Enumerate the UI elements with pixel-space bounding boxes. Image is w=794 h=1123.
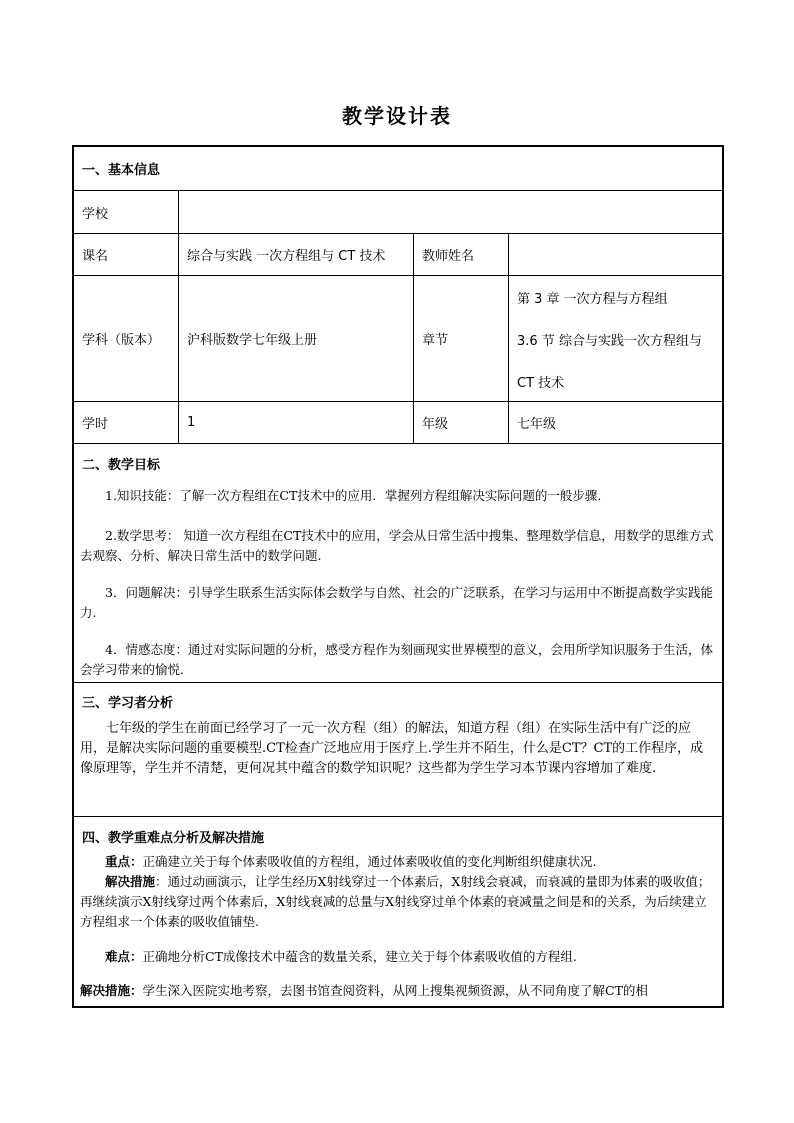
focus-para — [80, 852, 716, 872]
row-subject — [74, 276, 722, 402]
hours-label: 学时 — [82, 417, 109, 432]
difficulty-para — [80, 947, 716, 967]
measure-para — [80, 872, 716, 932]
focus-label: 重点： — [105, 854, 143, 869]
row-course — [74, 234, 722, 276]
section-objectives: 二、教学目标 — [82, 458, 161, 473]
measure-label: 解决措施 — [105, 874, 156, 889]
teacher-label: 教师姓名 — [413, 234, 508, 275]
objective-1: 1.知识技能：了解一次方程组在CT技术中的应用．掌握列方程组解决实际问题的一般步骤. — [105, 488, 602, 503]
course-value: 综合与实践 一次方程组与 CT 技术 — [178, 234, 413, 275]
chapter-line-3: CT 技术 — [517, 376, 565, 391]
row-school — [74, 191, 722, 234]
page-title: 教学设计表 — [342, 104, 452, 128]
chapter-value — [508, 276, 722, 401]
difficulty-text: 正确地分析CT成像技术中蕴含的数量关系，建立关于每个体素吸收值的方程组. — [142, 949, 577, 964]
chapter-line-1: 第 3 章 一次方程与方程组 — [517, 292, 668, 307]
difficulty-label: 难点： — [105, 949, 143, 964]
section-learner: 三、学习者分析 — [82, 696, 174, 711]
school-value — [178, 191, 722, 233]
objective-4: 4．情感态度：通过对实际问题的分析，感受方程作为刻画现实世界模型的意义，会用所学知识服务于生活，体会学习带来的愉悦． — [80, 642, 713, 677]
teacher-value — [508, 234, 722, 275]
course-label: 课名 — [82, 249, 109, 264]
design-table — [72, 145, 724, 1008]
measure2-text: 学生深入医院实地考察，去图书馆查阅资料，从网上搜集视频资源，从不同角度了解CT的相 — [142, 983, 648, 998]
key-points-block — [74, 817, 722, 1008]
grade-value: 七年级 — [508, 402, 722, 443]
hours-value: 1 — [178, 402, 413, 443]
objective-2: 2.数学思考： 知道一次方程组在CT技术中的应用，学会从日常生活中搜集、整理数学信息，用数学的思维方式去观察、分析、解决日常生活中的数学问题. — [80, 528, 714, 563]
measure2-para — [80, 981, 716, 1001]
school-label: 学校 — [82, 206, 109, 222]
measure2-label: 解决措施： — [80, 983, 143, 998]
grade-label: 年级 — [413, 402, 508, 443]
section-key-points: 四、教学重难点分析及解决措施 — [82, 831, 265, 846]
row-hours — [74, 402, 722, 444]
objective-3: 3．问题解决：引导学生联系生活实际体会数学与自然、社会的广泛联系，在学习与运用中不断提高数学实践能力. — [80, 585, 713, 620]
objectives-block — [74, 444, 722, 683]
focus-text: 正确建立关于每个体素吸收值的方程组，通过体素吸收值的变化判断组织健康状况. — [142, 854, 597, 869]
learner-analysis: 七年级的学生在前面已经学习了一元一次方程（组）的解法，知道方程（组）在实际生活中有广泛的应用，是解决实际问题的重要模型.CT检查广泛地应用于医疗上.学生并不陌生，什么是CT？CT的工作程序，成像原理等，学生并不清楚，更何况其中蕴含的数学知识呢？这些都为学生学习本节课内容增加了难度. — [80, 721, 704, 776]
section-basic-info: 一、基本信息 — [74, 147, 722, 191]
chapter-line-2: 3.6 节 综合与实践一次方程组与 — [517, 334, 702, 349]
chapter-label: 章节 — [413, 276, 508, 401]
subject-label: 学科（版本） — [82, 333, 161, 348]
subject-value: 沪科版数学七年级上册 — [178, 276, 413, 401]
learner-block — [74, 683, 722, 817]
measure-text: ：通过动画演示，让学生经历X射线穿过一个体素后，X射线会衰减，而衰减的量即为体素的吸收值；再继续演示X射线穿过两个体素后，X射线衰减的总量与X射线穿过单个体素的衰减量之间是和的关系，为后续建立方程组求一个体素的吸收值铺垫. — [80, 874, 711, 929]
